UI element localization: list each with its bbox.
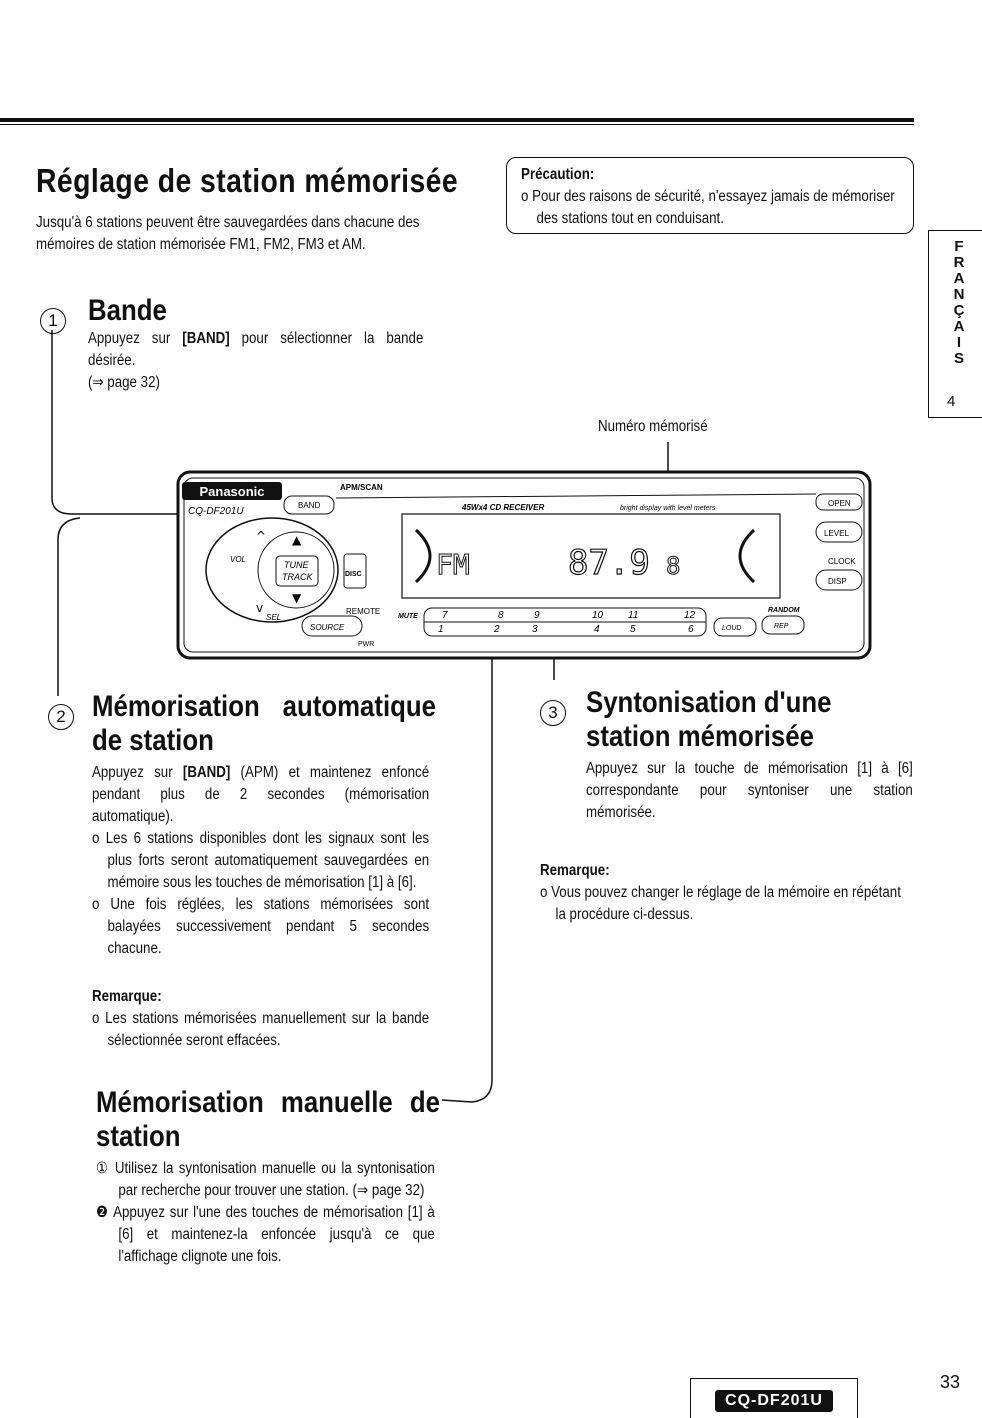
preset-button-4[interactable]: 4 (594, 624, 600, 635)
caution-text: Pour des raisons de sécurité, n'essayez jamais de mémoriser des stations tout en conduisant. (532, 188, 895, 227)
meters-label: bright display with level meters (620, 505, 716, 512)
section2-bullet-2: Une fois réglées, les stations mémorisées sont balayées successivement pendant 5 secondes chacune. (107, 896, 430, 957)
preset-button-2[interactable]: 2 (494, 624, 500, 635)
section2-remark: Les stations mémorisées manuellement sur la bande sélectionnée seront effacées. (105, 1010, 430, 1049)
section3-remark-block: Remarque: o Vous pouvez changer le réglage de la mémoire en répétant la procédure ci-dessus. (540, 860, 915, 926)
section2-heading: Mémorisation automatique de station (92, 690, 436, 757)
language-tab-number: 4 (947, 393, 956, 410)
rep-label: REP (774, 623, 789, 630)
open-label: OPEN (828, 499, 851, 508)
footer-model: CQ-DF201U (715, 1390, 833, 1412)
level-label: LEVEL (824, 529, 849, 538)
preset-button-3[interactable]: 3 (532, 624, 538, 635)
preset-button-12[interactable]: 12 (684, 610, 696, 621)
chevron-up-icon: ^ (256, 529, 267, 543)
manual-heading: Mémorisation manuelle de station (96, 1086, 440, 1153)
preset-button-7[interactable]: 7 (442, 610, 448, 621)
section3-remark-heading: Remarque: (540, 862, 610, 879)
apm-scan-label: APM/SCAN (340, 483, 383, 492)
section2-body: Appuyez sur [BAND] (APM) et maintenez enfoncé pendant plus de 2 secondes (mémorisation automatique). o Les 6 stations disponibles dont les signaux sont les plus forts seront automatiquement sauvegardées en mémoire sous les touches de mémorisation [1] à [6]. o Une fois réglées, les stations mémorisées sont balayées successivement pendant 5 secondes chacune. Remarque: o Les stations mémorisées manuellement sur la bande sélectionnée seront effacées. (92, 764, 430, 1049)
radio-illustration (176, 470, 872, 662)
pwr-label: PWR (358, 641, 375, 648)
arrow-down-icon: ▼ (292, 591, 302, 605)
preset-button-11[interactable]: 11 (628, 610, 639, 621)
step2-icon: ❷ (96, 1204, 110, 1221)
receiver-label: 45Wx4 CD RECEIVER (462, 503, 545, 512)
preset-button-1[interactable]: 1 (438, 624, 444, 635)
brand-logo: Panasonic (199, 484, 265, 499)
arrow-up-icon: ▲ (292, 533, 302, 547)
caution-heading: Précaution: (521, 166, 595, 183)
callout-line-manual (442, 646, 492, 1102)
preset-button-10[interactable]: 10 (592, 610, 604, 621)
manual-step-1: Utilisez la syntonisation manuelle ou la syntonisation par recherche pour trouver une station. (⇒ page 32) (114, 1160, 435, 1199)
footer-model-box (690, 1378, 858, 1418)
preset-button-5[interactable]: 5 (630, 624, 636, 635)
track-label: TRACK (282, 572, 313, 582)
sel-label: SEL (266, 613, 282, 622)
remote-label: REMOTE (346, 607, 381, 616)
section3-text: Appuyez sur la touche de mémorisation [1] à [6] correspondante pour syntoniser une station mémorisée. (586, 760, 913, 821)
tune-label: TUNE (284, 560, 309, 570)
preset-button-6[interactable]: 6 (688, 624, 694, 635)
loud-label: LOUD (722, 625, 742, 632)
band-readout: FM (436, 548, 470, 581)
preset-button-9[interactable]: 9 (534, 610, 540, 621)
preset-readout: 8 (666, 552, 681, 580)
disp-label: DISP (828, 577, 847, 586)
section1-number: 1 (40, 308, 66, 334)
disc-label: DISC (345, 571, 362, 578)
section3-number: 3 (540, 700, 566, 726)
caution-box: Précaution: o Pour des raisons de sécurité, n'essayez jamais de mémoriser des stations tout en conduisant. (506, 157, 914, 234)
page-title: Réglage de station mémorisée (36, 162, 459, 199)
frequency-readout: 87.9 (568, 543, 650, 583)
section1-ref: (⇒ page 32) (88, 374, 160, 391)
callout-line-2 (58, 518, 80, 696)
clock-label: CLOCK (828, 557, 856, 566)
manual-steps (96, 1158, 435, 1268)
section2-number: 2 (48, 704, 74, 730)
section3-remark: Vous pouvez changer le réglage de la mémoire en répétant la procédure ci-dessus. (551, 884, 901, 923)
band-button-label: BAND (298, 501, 321, 510)
mute-label: MUTE (398, 613, 418, 620)
vol-label: VOL (230, 555, 247, 564)
page-number: 33 (940, 1372, 961, 1392)
section1-text: Appuyez sur [BAND] pour sélectionner la bande désirée. (⇒ page 32) (88, 330, 424, 391)
random-label: RANDOM (768, 607, 800, 614)
chevron-down-icon: v (256, 601, 264, 615)
display-label: Numéro mémorisé (598, 418, 708, 435)
language-tab-letters: F R A N Ç A I S (953, 238, 965, 367)
section2-bullet-1: Les 6 stations disponibles dont les signaux sont les plus forts seront automatiquement sauvegardées en mémoire sous les touches de mémorisation [1] à [6]. (105, 830, 430, 891)
step1-icon: ① (96, 1160, 110, 1177)
section2-remark-heading: Remarque: (92, 988, 162, 1005)
device-model: CQ-DF201U (188, 506, 244, 517)
manual-step-2: Appuyez sur l'une des touches de mémorisation [1] à [6] et maintenez-la enfoncée jusqu'à ce que l'affichage clignote une fois. (113, 1204, 435, 1265)
intro-text: Jusqu'à 6 stations peuvent être sauvegardées dans chacune des mémoires de station mémorisée FM1, FM2, FM3 et AM. (36, 214, 420, 253)
source-label: SOURCE (310, 623, 345, 632)
section1-heading: Bande (88, 294, 167, 327)
preset-button-8[interactable]: 8 (498, 610, 504, 621)
section3-heading: Syntonisation d'une station mémorisée (586, 686, 832, 753)
